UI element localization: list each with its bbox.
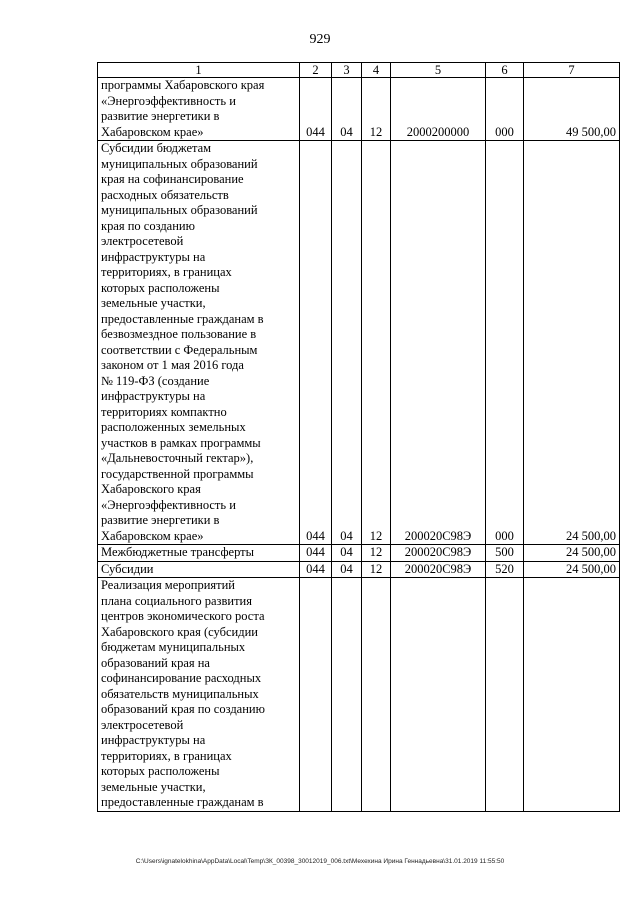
section-code: 04 xyxy=(332,141,362,545)
ministry-code xyxy=(300,578,332,812)
section-code: 04 xyxy=(332,561,362,578)
row-description: Субсидии xyxy=(98,561,300,578)
target-article-code xyxy=(391,578,486,812)
row-description: программы Хабаровского края «Энергоэффективность и развитие энергетики в Хабаровском крае» xyxy=(98,78,300,141)
subsection-code: 12 xyxy=(362,141,391,545)
table-row xyxy=(98,78,620,141)
table-header-row xyxy=(98,63,620,78)
ministry-code: 044 xyxy=(300,545,332,562)
page-number: 929 xyxy=(309,32,331,47)
column-header: 7 xyxy=(524,63,620,78)
ministry-code: 044 xyxy=(300,141,332,545)
column-header: 6 xyxy=(486,63,524,78)
document-footer-path: C:\Users\ignatelokhina\AppData\Local\Temp\ЗК_00398_30012019_006.txt\Мехехина Ирина Геннадьевна\31.01.2019 11:55:50 xyxy=(135,858,505,865)
column-header: 2 xyxy=(300,63,332,78)
subsection-code xyxy=(362,578,391,812)
expense-type-code: 500 xyxy=(486,545,524,562)
amount: 24 500,00 xyxy=(524,141,620,545)
column-header: 1 xyxy=(98,63,300,78)
amount: 24 500,00 xyxy=(524,545,620,562)
row-description: Реализация мероприятий плана социального развития центров экономического роста Хабаровского края (субсидии бюджетам муниципальных образований края на софинансирование расходных обязательств муниципальных образований края по созданию электросетевой инфраструктуры на территориях, в границах которых расположены земельные участки, предоставленные гражданам в xyxy=(98,578,300,812)
target-article-code: 200020C98Э xyxy=(391,141,486,545)
expense-type-code xyxy=(486,578,524,812)
row-description: Субсидии бюджетам муниципальных образований края на софинансирование расходных обязательств муниципальных образований края по созданию электросетевой инфраструктуры на территориях, в границах которых расположены земельные участки, предоставленные гражданам в безвозмездное пользование в соответствии с Федеральным законом от 1 мая 2016 года № 119-ФЗ (создание инфраструктуры на территориях компактно расположенных земельных участков в рамках программы «Дальневосточный гектар»), государственной программы Хабаровского края «Энергоэффективность и развитие энергетики в Хабаровском крае» xyxy=(98,141,300,545)
expense-type-code: 520 xyxy=(486,561,524,578)
section-code: 04 xyxy=(332,78,362,141)
target-article-code: 200020C98Э xyxy=(391,561,486,578)
amount: 49 500,00 xyxy=(524,78,620,141)
table-row xyxy=(98,141,620,545)
subsection-code: 12 xyxy=(362,78,391,141)
row-description: Межбюджетные трансферты xyxy=(98,545,300,562)
target-article-code: 200020C98Э xyxy=(391,545,486,562)
subsection-code: 12 xyxy=(362,545,391,562)
column-header: 5 xyxy=(391,63,486,78)
table-row xyxy=(98,545,620,562)
section-code xyxy=(332,578,362,812)
target-article-code: 2000200000 xyxy=(391,78,486,141)
subsection-code: 12 xyxy=(362,561,391,578)
budget-table xyxy=(97,62,620,812)
ministry-code: 044 xyxy=(300,78,332,141)
amount xyxy=(524,578,620,812)
amount: 24 500,00 xyxy=(524,561,620,578)
expense-type-code: 000 xyxy=(486,141,524,545)
section-code: 04 xyxy=(332,545,362,562)
table-row xyxy=(98,561,620,578)
table-row xyxy=(98,578,620,812)
ministry-code: 044 xyxy=(300,561,332,578)
column-header: 3 xyxy=(332,63,362,78)
column-header: 4 xyxy=(362,63,391,78)
expense-type-code: 000 xyxy=(486,78,524,141)
